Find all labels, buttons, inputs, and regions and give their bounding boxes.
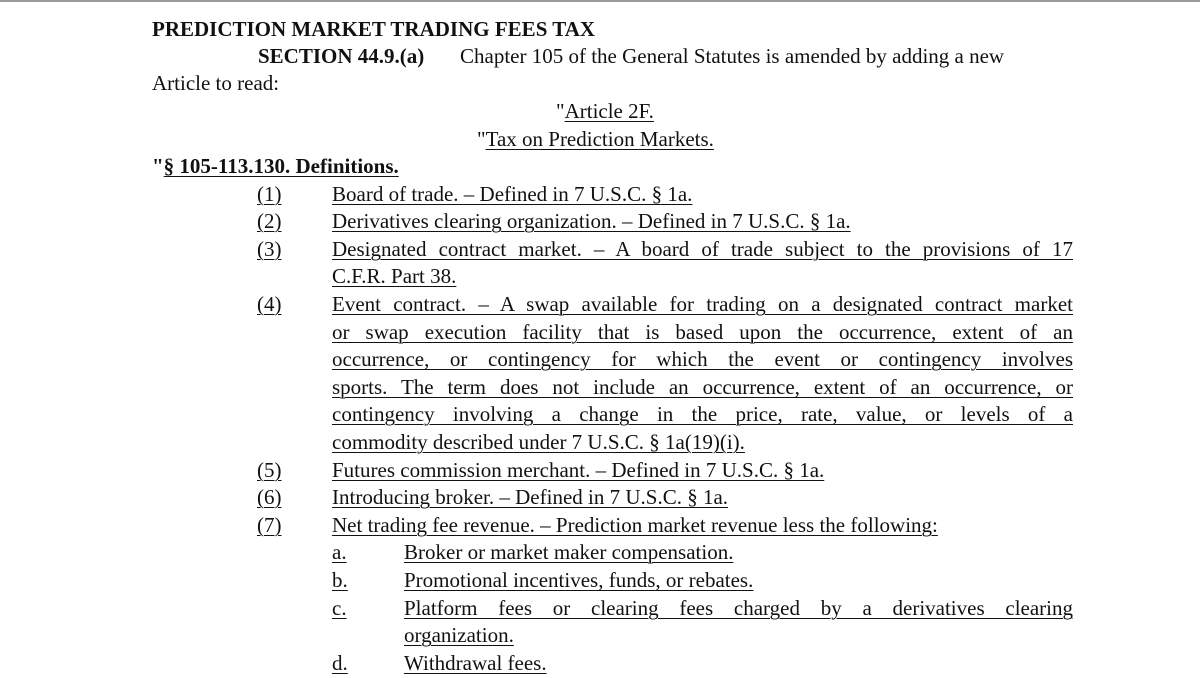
- section-intro-line-1: Chapter 105 of the General Statutes is amended by adding a new: [460, 44, 1005, 68]
- section-quote-mark: ": [152, 154, 164, 178]
- definition-event-contract-line-4: sports. The term does not include an occurrence, extent of an occurrence, or: [332, 375, 1073, 399]
- definition-number: (6): [257, 485, 282, 509]
- definition-event-contract-line-3: occurrence, or contingency for which the event or contingency involves: [332, 347, 1073, 371]
- section-heading-line: [152, 153, 399, 181]
- subitem-platform-fees-line-2: organization.: [404, 623, 514, 647]
- subitem-letter: c.: [332, 596, 347, 620]
- subitem-letter: d.: [332, 651, 348, 675]
- definition-designated-contract-market-line-2: C.F.R. Part 38.: [332, 264, 457, 288]
- definition-number: (4): [257, 292, 282, 316]
- definition-number: (1): [257, 182, 282, 206]
- subitem-platform-fees-line-1: Platform fees or clearing fees charged by a derivatives clearing: [404, 596, 1073, 620]
- definition-designated-contract-market-line-1: Designated contract market. – A board of trade subject to the provisions of 17: [332, 237, 1073, 261]
- subitem-promotional-incentives: Promotional incentives, funds, or rebates.: [404, 568, 754, 592]
- subitem-withdrawal-fees: Withdrawal fees.: [404, 651, 547, 675]
- definition-number: (2): [257, 209, 282, 233]
- definition-event-contract-line-6: commodity described under 7 U.S.C. § 1a(19)(i).: [332, 430, 745, 454]
- definition-number: (5): [257, 458, 282, 482]
- definition-introducing-broker: Introducing broker. – Defined in 7 U.S.C. § 1a.: [332, 485, 729, 509]
- definition-net-trading-fee-revenue: Net trading fee revenue. – Prediction market revenue less the following:: [332, 513, 938, 537]
- definition-event-contract-line-2: or swap execution facility that is based upon the occurrence, extent of an: [332, 320, 1073, 344]
- subitem-letter: b.: [332, 568, 348, 592]
- subitem-broker-compensation: Broker or market maker compensation.: [404, 540, 734, 564]
- article-subtitle-quote-mark: ": [477, 127, 486, 151]
- definition-event-contract-line-5: contingency involving a change in the price, rate, value, or levels of a: [332, 402, 1073, 426]
- document-heading: PREDICTION MARKET TRADING FEES TAX: [152, 17, 596, 41]
- definition-board-of-trade: Board of trade. – Defined in 7 U.S.C. § 1a.: [332, 182, 693, 206]
- definition-derivatives-clearing-organization: Derivatives clearing organization. – Defined in 7 U.S.C. § 1a.: [332, 209, 851, 233]
- section-intro-line-2: Article to read:: [152, 71, 280, 95]
- definition-futures-commission-merchant: Futures commission merchant. – Defined in 7 U.S.C. § 1a.: [332, 458, 825, 482]
- article-subtitle: Tax on Prediction Markets.: [485, 127, 714, 151]
- article-quote-mark: ": [556, 99, 565, 123]
- article-title-line: [556, 98, 654, 126]
- subitem-letter: a.: [332, 540, 347, 564]
- article-subtitle-line: [477, 126, 714, 154]
- section-heading: § 105-113.130. Definitions.: [163, 154, 399, 178]
- definition-number: (7): [257, 513, 282, 537]
- section-label: SECTION 44.9.(a): [258, 44, 425, 68]
- definition-number: (3): [257, 237, 282, 261]
- definition-event-contract-line-1: Event contract. – A swap available for trading on a designated contract market: [332, 292, 1073, 316]
- article-title: Article 2F.: [564, 99, 654, 123]
